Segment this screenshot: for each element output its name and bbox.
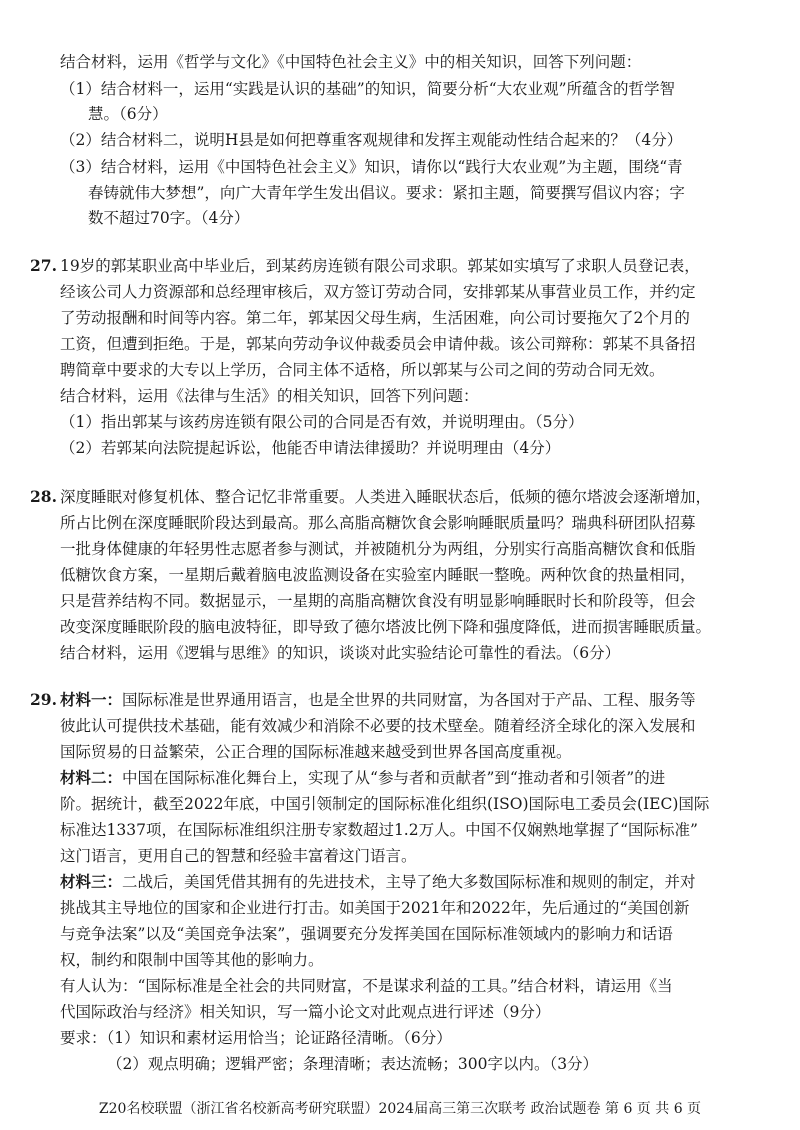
q27-text: 聘简章中要求的大专以上学历，合同主体不适格，所以郭某与公司之间的劳动合同无效。 [60, 361, 665, 379]
q27-text: 经该公司人力资源部和总经理审核后，双方签订劳动合同，安排郭某从事营业员工作，并约定 [60, 283, 696, 301]
material-2-text: 中国在国际标准化舞台上，实现了从“参与者和贡献者”到“推动者和引领者”的进 [122, 769, 666, 787]
q28-text: 所占比例在深度睡眠阶段达到最高。那么高脂高糖饮食会影响睡眠质量吗？瑞典科研团队招募 [60, 514, 696, 532]
q29-text: 阶。据统计，截至2022年底，中国引领制定的国际标准化组织(ISO)国际电工委员会(IEC)国际 [60, 795, 710, 813]
q29-prompt: 有人认为：“国际标准是全社会的共同财富，不是谋求利益的工具。”结合材料，请运用《当 [60, 977, 673, 995]
material-1-text: 国际标准是世界通用语言，也是全世界的共同财富，为各国对于产品、工程、服务等 [122, 691, 696, 709]
q27-text: 19岁的郭某职业高中毕业后，到某药房连锁有限公司求职。郭某如实填写了求职人员登记表， [60, 257, 700, 275]
q28-text: 深度睡眠对修复机体、整合记忆非常重要。人类进入睡眠状态后，低频的德尔塔波会逐渐增加， [60, 488, 712, 506]
sub-question-3-cont2: 数不超过70字。（4分） [88, 209, 250, 227]
q29-text: 与竞争法案”以及“美国竞争法案”，强调要充分发挥美国在国际标准领域内的影响力和话语 [60, 925, 673, 943]
question-number-29: 29. [30, 690, 57, 709]
q28-instruction: 结合材料，运用《逻辑与思维》的知识，谈谈对此实验结论可靠性的看法。（6分） [60, 644, 621, 662]
sub-question-2: （2）结合材料二，说明H县是如何把尊重客观规律和发挥主观能动性结合起来的？（4分） [60, 131, 683, 149]
q29-text: 标准达1337项，在国际标准组织注册专家数超过1.2万人。中国不仅娴熟地掌握了“国际标准” [60, 821, 698, 839]
q29-material-3 [60, 872, 696, 892]
material-1-label: 材料一： [60, 690, 123, 709]
sub-question-1: （1）结合材料一，运用“实践是认识的基础”的知识，简要分析“大农业观”所蕴含的哲学智 [60, 80, 676, 98]
question-number-27: 27. [30, 256, 57, 275]
material-3-text: 二战后，美国凭借其拥有的先进技术，主导了绝大多数国际标准和规则的制定，并对 [122, 873, 696, 891]
q29-text: 彼此认可提供技术基础，能有效减少和消除不必要的技术壁垒。随着经济全球化的深入发展和 [60, 717, 696, 735]
q29-requirement-2: （2）观点明确；逻辑严密；条理清晰；表达流畅；300字以内。（3分） [107, 1055, 599, 1073]
material-3-label: 材料三： [60, 872, 123, 891]
q27-text: 了劳动报酬和时间等内容。第二年，郭某因父母生病，生活困难，向公司讨要拖欠了2个月的 [60, 309, 690, 327]
sub-question-3-cont: 春铸就伟大梦想”，向广大青年学生发出倡议。要求：紧扣主题，简要撰写倡议内容；字 [88, 184, 685, 202]
q29-text: 这门语言，更用自己的智慧和经验丰富着这门语言。 [60, 847, 417, 865]
material-2-label: 材料二： [60, 768, 123, 787]
q28-text: 低糖饮食方案，一星期后戴着脑电波监测设备在实验室内睡眠一整晚。两种饮食的热量相同， [60, 566, 696, 584]
q29-requirement-1: 要求：（1）知识和素材运用恰当；论证路径清晰。（6分） [60, 1029, 452, 1047]
q27-sub-question-2: （2）若郭某向法院提起诉讼，他能否申请法律援助？并说明理由（4分） [60, 439, 561, 457]
question-number-28: 28. [30, 487, 57, 506]
q29-text: 国际贸易的日益繁荣，公正合理的国际标准越来越受到世界各国高度重视。 [60, 743, 572, 761]
q28-text: 改变深度睡眠阶段的脑电波特征，即导致了德尔塔波比例下降和强度降低，进而损害睡眠质量。 [60, 618, 712, 636]
sub-question-3: （3）结合材料，运用《中国特色社会主义》知识，请你以“践行大农业观”为主题，围绕“青 [60, 158, 683, 176]
q29-text: 权，制约和限制中国等其他的影响力。 [60, 951, 324, 969]
page-footer: Z20名校联盟（浙江省名校新高考研究联盟）2024届高三第三次联考 政治试题卷 第 6 页 共 6 页 [98, 1101, 702, 1117]
q27-instruction: 结合材料，运用《法律与生活》的相关知识，回答下列问题： [60, 387, 479, 405]
q29-material-2 [60, 768, 665, 788]
q27-sub-question-1: （1）指出郭某与该药房连锁有限公司的合同是否有效，并说明理由。（5分） [60, 413, 584, 431]
q28-text: 只是营养结构不同。数据显示，一星期的高脂高糖饮食没有明显影响睡眠时长和阶段等，但会 [60, 592, 696, 610]
q29-material-1 [60, 690, 696, 710]
q27-text: 工资，但遭到拒绝。于是，郭某向劳动争议仲裁委员会申请仲裁。该公司辩称：郭某不具备招 [60, 335, 696, 353]
intro-instruction: 结合材料，运用《哲学与文化》《中国特色社会主义》中的相关知识，回答下列问题： [60, 53, 642, 71]
q29-text: 挑战其主导地位的国家和企业进行打击。如美国于2021年和2022年，先后通过的“美国创新 [60, 899, 690, 917]
sub-question-1-cont: 慧。（6分） [88, 105, 168, 123]
q28-text: 一批身体健康的年轻男性志愿者参与测试，并被随机分为两组，分别实行高脂高糖饮食和低脂 [60, 540, 696, 558]
q29-prompt-cont: 代国际政治与经济》相关知识，写一篇小论文对此观点进行评述（9分） [60, 1003, 551, 1021]
